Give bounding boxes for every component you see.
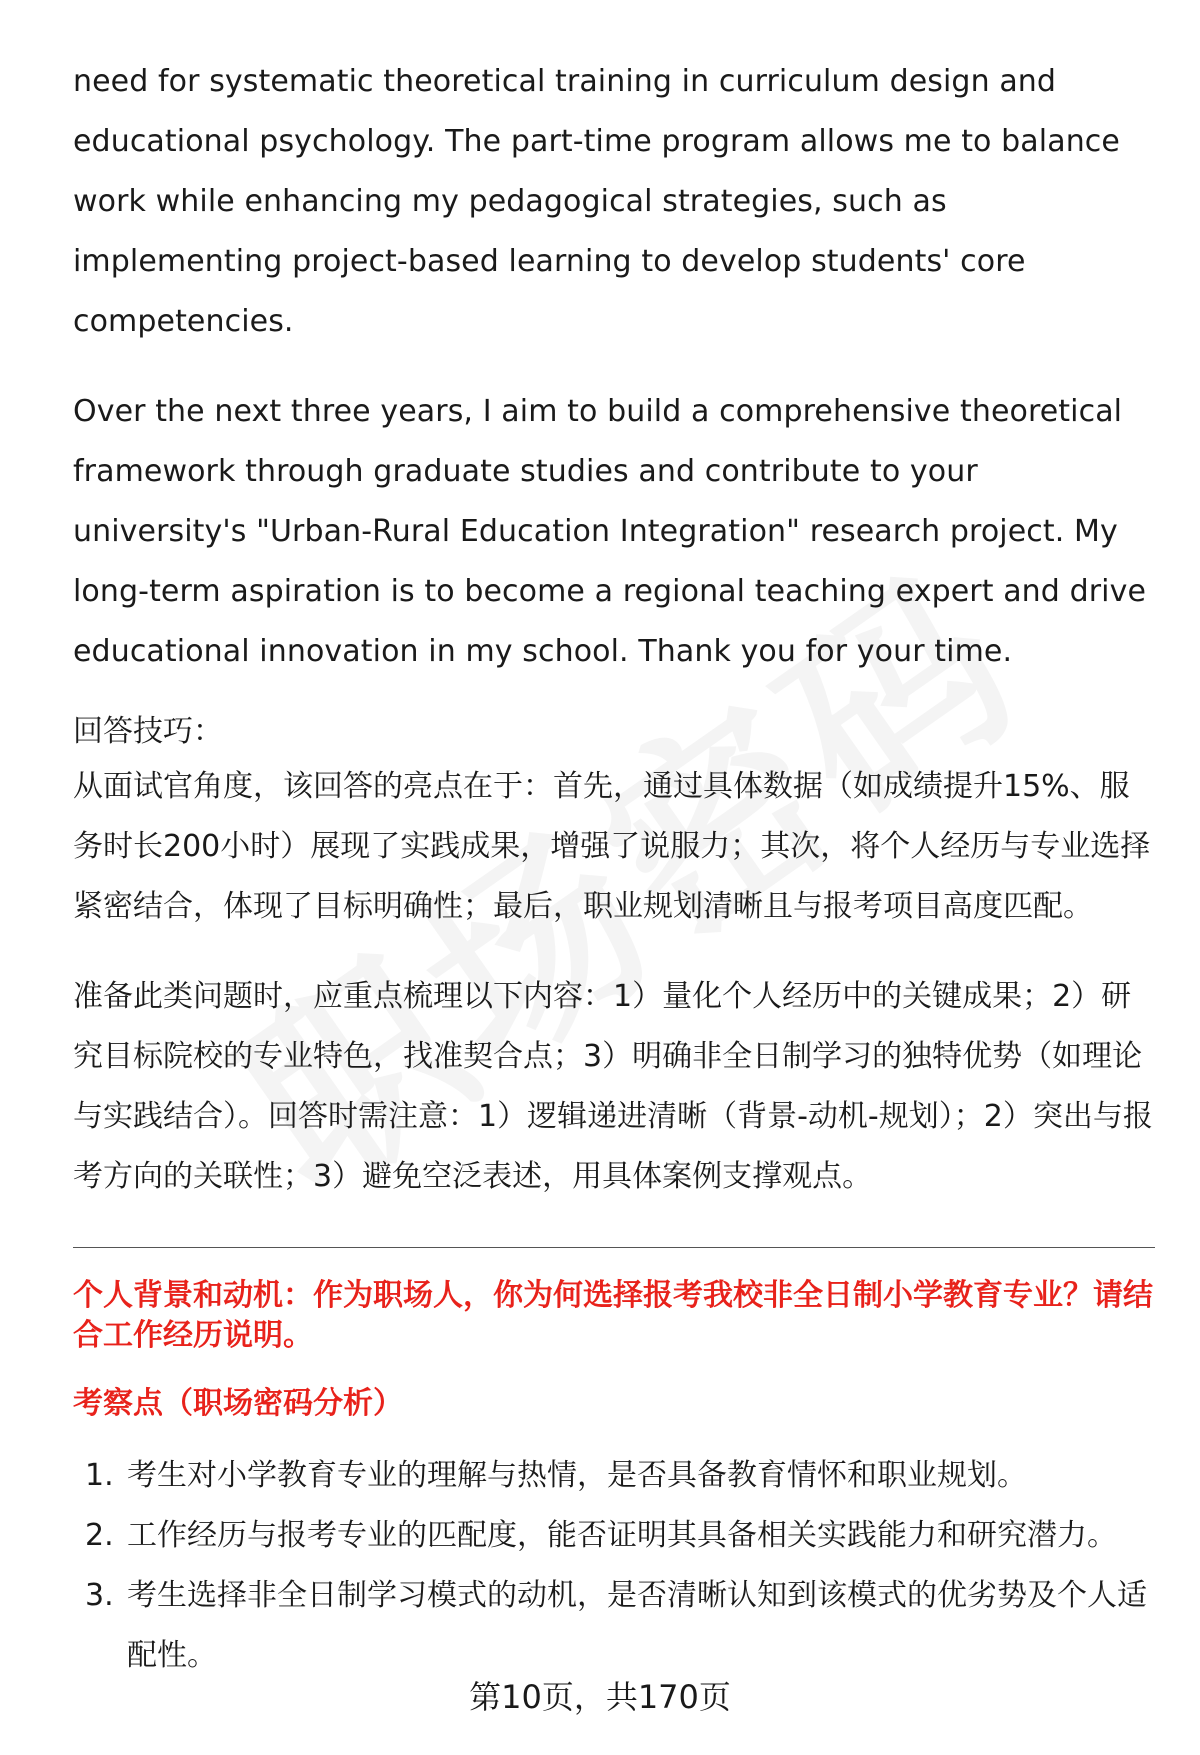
section-divider (73, 1247, 1155, 1248)
paragraph-1: need for systematic theoretical training in curriculum design and educational psychology. The part-time program allows me to balance work while enhancing my pedagogical strategies, such as implementing project-based learning to develop students' core competencies. (73, 64, 1120, 339)
list-item-text: 考生对小学教育专业的理解与热情，是否具备教育情怀和职业规划。 (127, 1458, 1027, 1493)
list-item-number: 2. (85, 1518, 114, 1553)
list-item (73, 1566, 1155, 1686)
list-item-text: 工作经历与报考专业的匹配度，能否证明其具备相关实践能力和研究潜力。 (127, 1518, 1117, 1553)
analysis-subheading: 考察点（职场密码分析） (73, 1386, 403, 1421)
list-item (73, 1446, 1155, 1506)
list-item-number: 3. (85, 1578, 114, 1613)
document-page (73, 52, 1155, 1686)
question-heading: 个人背景和动机：作为职场人，你为何选择报考我校非全日制小学教育专业？请结合工作经历说明。 (73, 1278, 1153, 1353)
tips-body-1: 从面试官角度，该回答的亮点在于：首先，通过具体数据（如成绩提升15%、服务时长200小时）展现了实践成果，增强了说服力；其次，将个人经历与专业选择紧密结合，体现了目标明确性；最后，职业规划清晰且与报考项目高度匹配。 (73, 769, 1151, 924)
list-item-text: 考生选择非全日制学习模式的动机，是否清晰认知到该模式的优劣势及个人适配性。 (127, 1578, 1147, 1673)
list-item (73, 1506, 1155, 1566)
tips-label: 回答技巧： (73, 714, 223, 749)
paragraph-2: Over the next three years, I aim to build a comprehensive theoretical framework through graduate studies and contribute to your university's "Urban-Rural Education Integration" research project. My long-term aspiration is to become a regional teaching expert and drive educational innovation in my school. Thank you for your time. (73, 394, 1146, 669)
tips-body-2: 准备此类问题时，应重点梳理以下内容：1）量化个人经历中的关键成果；2）研究目标院校的专业特色，找准契合点；3）明确非全日制学习的独特优势（如理论与实践结合）。回答时需注意：1）逻辑递进清晰（背景-动机-规划）；2）突出与报考方向的关联性；3）避免空泛表述，用具体案例支撑观点。 (73, 979, 1153, 1194)
analysis-list (73, 1446, 1155, 1686)
page-number-footer: 第10页，共170页 (469, 1678, 731, 1716)
list-item-number: 1. (85, 1458, 114, 1493)
